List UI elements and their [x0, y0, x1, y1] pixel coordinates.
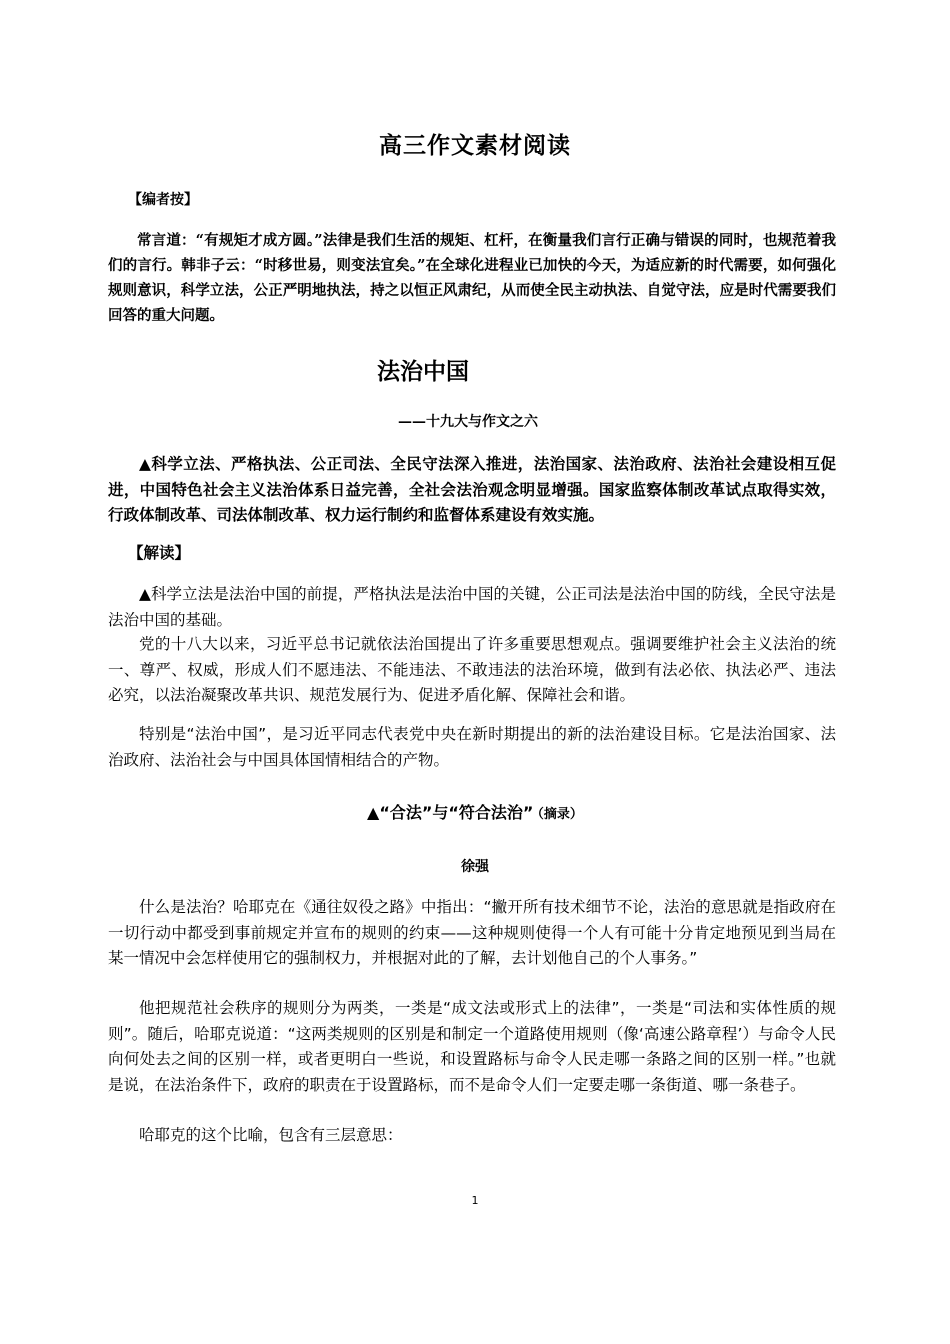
section-subtitle: ——十九大与作文之六 — [398, 414, 538, 430]
article-heading — [0, 800, 950, 823]
article-paragraph-3: 哈耶克的这个比喻，包含有三层意思： — [139, 1126, 403, 1144]
document-title: 高三作文素材阅读 — [379, 133, 571, 159]
section-title: 法治中国 — [377, 359, 469, 385]
article-paragraph-1: 什么是法治？哈耶克在《通往奴役之路》中指出：“撇开所有技术细节不论，法治的意思就是指政府在一切行动中都受到事前规定并宣布的规则的约束——这种规则使得一个人有可能十分肯定地预见到当局在某一情况中会怎样使用它的强制权力，并根据对此的了解，去计划他自己的个人事务。” — [108, 898, 836, 967]
interpretation-paragraph-3: 特别是“法治中国”，是习近平同志代表党中央在新时期提出的新的法治建设目标。它是法治国家、法治政府、法治社会与中国具体国情相结合的产物。 — [108, 725, 836, 769]
page-number: 1 — [471, 1194, 479, 1207]
interpretation-paragraph-1: ▲科学立法是法治中国的前提，严格执法是法治中国的关键，公正司法是法治中国的防线，全民守法是法治中国的基础。 — [108, 585, 836, 629]
article-paragraph-2: 他把规范社会秩序的规则分为两类，一类是“成文法或形式上的法律”，一类是“司法和实体性质的规则”。随后，哈耶克说道：“这两类规则的区别是和制定一个道路使用规则（像‘高速公路章程’）与命令人民向何处去之间的区别一样，或者更明白一些说，和设置路标与命令人民走哪一条路之间的区别一样。”也就是说，在法治条件下，政府的职责在于设置路标，而不是命令人们一定要走哪一条街道、哪一条巷子。 — [108, 999, 836, 1094]
interpretation-label: 【解读】 — [128, 544, 191, 562]
key-point-paragraph: ▲科学立法、严格执法、公正司法、全民守法深入推进，法治国家、法治政府、法治社会建设相互促进，中国特色社会主义法治体系日益完善，全社会法治观念明显增强。国家监察体制改革试点取得实效，行政体制改革、司法体制改革、权力运行制约和监督体系建设有效实施。 — [108, 455, 836, 524]
article-author: 徐强 — [461, 859, 489, 875]
editor-note-paragraph: 常言道：“有规矩才成方圆。”法律是我们生活的规矩、杠杆，在衡量我们言行正确与错误的同时，也规范着我们的言行。韩非子云：“时移世易，则变法宜矣。”在全球化进程业已加快的今天，为适应新的时代需要，如何强化规则意识，科学立法，公正严明地执法，持之以恒正风肃纪，从而使全民主动执法、自觉守法，应是时代需要我们回答的重大问题。 — [108, 232, 836, 324]
article-title: ▲“合法”与“符合法治” — [367, 803, 534, 822]
editor-note-label: 【编者按】 — [128, 192, 198, 208]
article-note: （摘录） — [537, 807, 583, 822]
interpretation-paragraph-2: 党的十八大以来，习近平总书记就依法治国提出了许多重要思想观点。强调要维护社会主义法治的统一、尊严、权威，形成人们不愿违法、不能违法、不敢违法的法治环境，做到有法必依、执法必严、违法必究，以法治凝聚改革共识、规范发展行为、促进矛盾化解、保障社会和谐。 — [108, 635, 836, 704]
